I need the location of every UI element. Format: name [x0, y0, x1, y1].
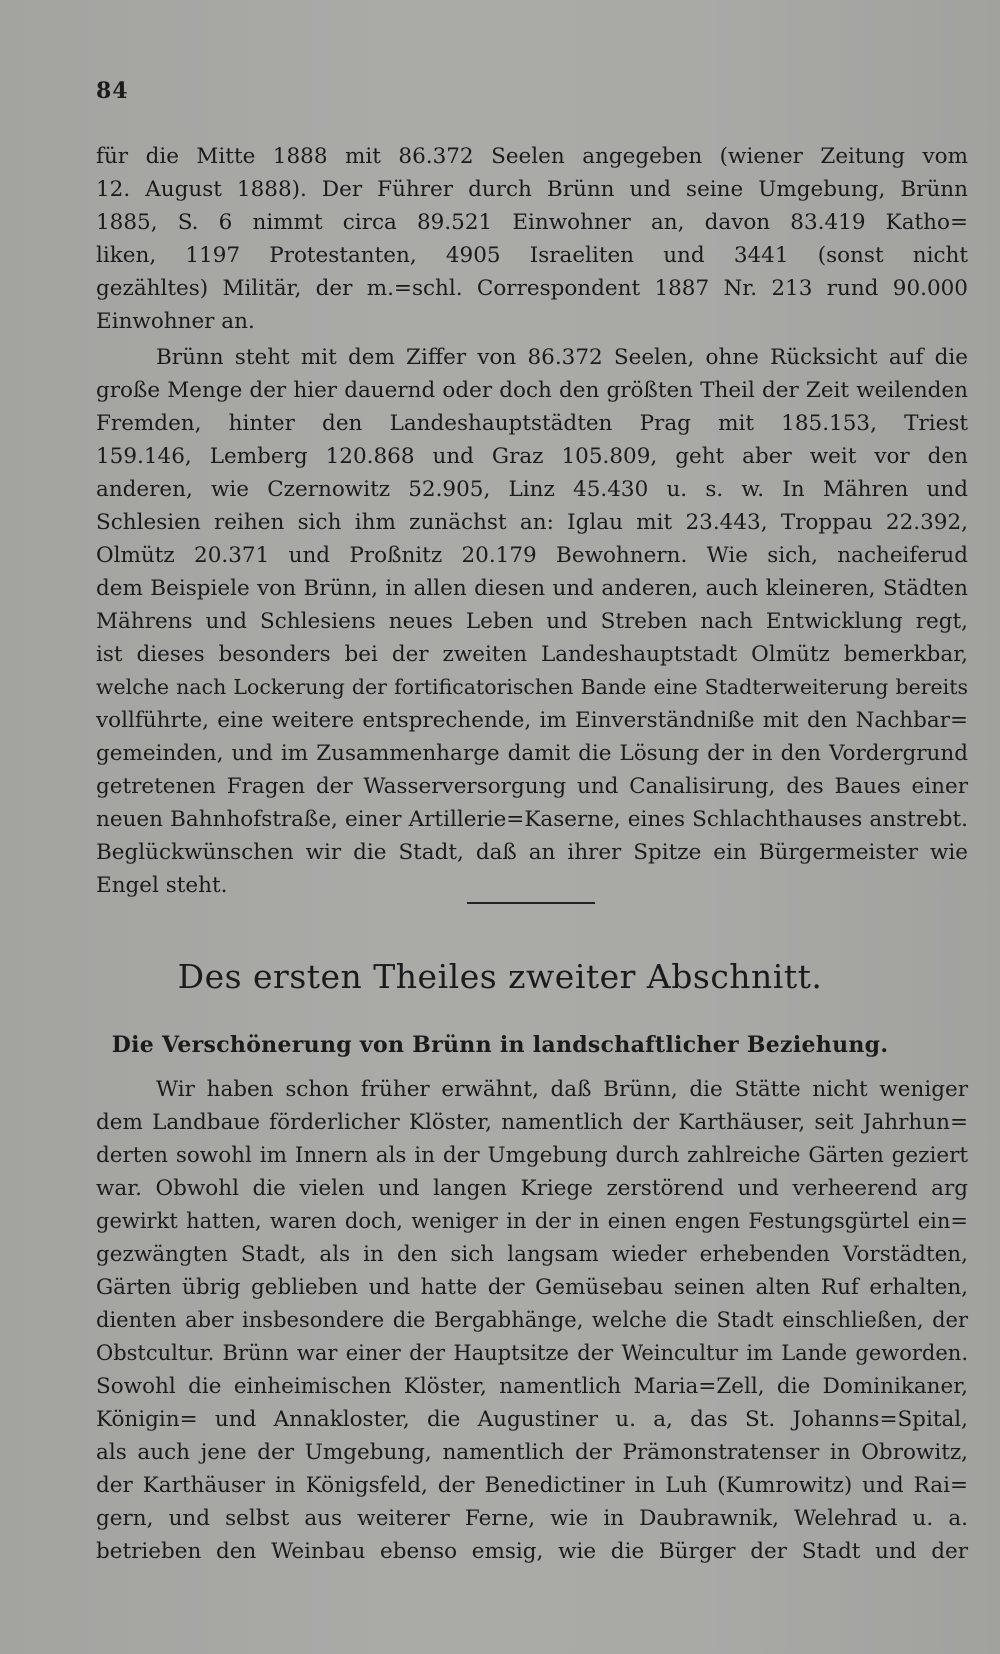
text-line: war. Obwohl die vielen und langen Kriege zerstörend und verheerend arg [96, 1176, 968, 1201]
text-line: liken, 1197 Protestanten, 4905 Israeliten und 3441 (sonst nicht [96, 243, 968, 268]
text-line: Königin= und Annakloster, die Augustiner u. a, das St. Johanns=Spital, [96, 1407, 968, 1432]
text-line: getretenen Fragen der Wasserversorgung und Canalisirung, des Baues einer [96, 774, 968, 799]
text-line: Obstcultur. Brünn war einer der Hauptsitze der Weincultur im Lande geworden. [96, 1341, 968, 1365]
text-line: gern, und selbst aus weiterer Ferne, wie in Daubrawnik, Welehrad u. a. [96, 1506, 968, 1531]
text-line: Beglückwünschen wir die Stadt, daß an ihrer Spitze ein Bürgermeister wie [96, 840, 968, 865]
text-line: 159.146, Lemberg 120.868 und Graz 105.809, geht aber weit vor den [96, 444, 968, 469]
text-line: große Menge der hier dauernd oder doch den größten Theil der Zeit weilenden [96, 378, 968, 403]
text-line: gemeinden, und im Zusammenharge damit die Lösung der in den Vordergrund [96, 741, 968, 766]
paragraph-1 [96, 140, 968, 338]
text-line: Brünn steht mit dem Ziffer von 86.372 Seelen, ohne Rücksicht auf die [156, 345, 968, 370]
section-subtitle: Die Verschönerung von Brünn in landschaftlicher Beziehung. [111, 1032, 889, 1058]
text-line: der Karthäuser in Königsfeld, der Benedictiner in Luh (Kumrowitz) und Rai= [96, 1473, 968, 1498]
text-line: neuen Bahnhofstraße, einer Artillerie=Kaserne, eines Schlachthauses anstrebt. [96, 807, 968, 832]
text-line: betrieben den Weinbau ebenso emsig, wie die Bürger der Stadt und der [96, 1539, 968, 1564]
paragraph-2 [96, 341, 968, 902]
paragraph-3 [96, 1073, 968, 1568]
text-line: Einwohner an. [96, 309, 255, 334]
text-line: Wir haben schon früher erwähnt, daß Brünn, die Stätte nicht weniger [156, 1077, 968, 1102]
text-line: Fremden, hinter den Landeshauptstädten Prag mit 185.153, Triest [96, 411, 968, 436]
text-line: dienten aber insbesondere die Bergabhänge, welche die Stadt einschließen, der [96, 1308, 968, 1332]
text-line: als auch jene der Umgebung, namentlich der Prämonstratenser in Obrowitz, [96, 1440, 968, 1465]
text-line: gewirkt hatten, waren doch, weniger in der in einen engen Festungsgürtel ein= [96, 1209, 968, 1233]
page-number: 84 [96, 78, 129, 104]
text-line: 1885, S. 6 nimmt circa 89.521 Einwohner an, davon 83.419 Katho= [96, 210, 968, 235]
text-line: ist dieses besonders bei der zweiten Landeshauptstadt Olmütz bemerkbar, [96, 642, 968, 667]
text-line: dem Landbaue förderlicher Klöster, namentlich der Karthäuser, seit Jahrhun= [96, 1110, 968, 1135]
text-line: derten sowohl im Innern als in der Umgebung durch zahlreiche Gärten geziert [96, 1143, 968, 1168]
text-line: Mährens und Schlesiens neues Leben und Streben nach Entwicklung regt, [96, 609, 968, 634]
text-line: gezwängten Stadt, als in den sich langsam wieder erhebenden Vorstädten, [96, 1242, 968, 1267]
text-line: für die Mitte 1888 mit 86.372 Seelen angegeben (wiener Zeitung vom [96, 144, 968, 169]
text-line: Gärten übrig geblieben und hatte der Gemüsebau seinen alten Ruf erhalten, [96, 1275, 968, 1300]
text-line: anderen, wie Czernowitz 52.905, Linz 45.430 u. s. w. In Mähren und [96, 477, 968, 502]
text-line: 12. August 1888). Der Führer durch Brünn und seine Umgebung, Brünn [96, 177, 968, 202]
text-line: Olmütz 20.371 und Proßnitz 20.179 Bewohnern. Wie sich, nacheiferud [96, 543, 968, 568]
text-line: Sowohl die einheimischen Klöster, namentlich Maria=Zell, die Dominikaner, [96, 1374, 968, 1399]
text-line: Engel steht. [96, 873, 228, 898]
text-line: Schlesien reihen sich ihm zunächst an: Iglau mit 23.443, Troppau 22.392, [96, 510, 968, 535]
section-divider [467, 902, 595, 904]
text-line: dem Beispiele von Brünn, in allen diesen und anderen, auch kleineren, Städten [96, 576, 968, 601]
text-line: gezähltes) Militär, der m.=schl. Correspondent 1887 Nr. 213 rund 90.000 [96, 276, 968, 301]
section-title: Des ersten Theiles zweiter Abschnitt. [177, 957, 823, 996]
text-line: vollführte, eine weitere entsprechende, im Einverständniße mit den Nachbar= [96, 708, 968, 733]
text-line: welche nach Lockerung der fortificatorischen Bande eine Stadterweiterung bereits [96, 675, 968, 699]
